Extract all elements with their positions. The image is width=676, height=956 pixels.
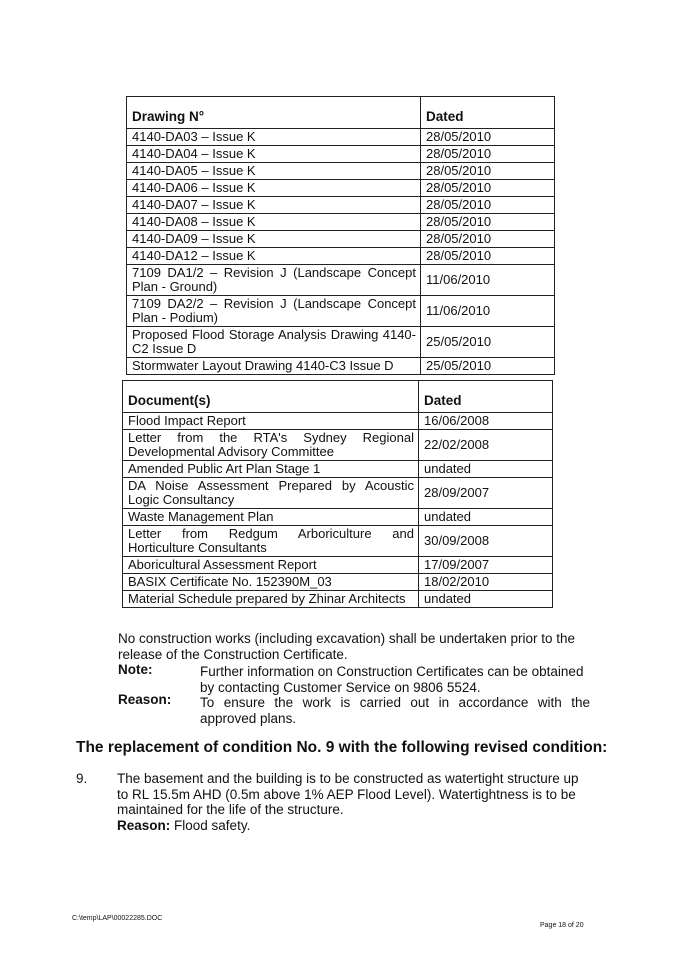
table-row [123, 591, 553, 608]
table-row [127, 129, 555, 146]
document-cell: BASIX Certificate No. 152390M_03 [123, 574, 419, 591]
date-cell: undated [419, 591, 553, 608]
reason-text: To ensure the work is carried out in accordance with the approved plans. [200, 695, 590, 726]
document-cell: 4140-DA05 – Issue K [127, 163, 421, 180]
table-row [123, 478, 553, 509]
reason-label: Reason: [118, 692, 172, 707]
table-row [127, 180, 555, 197]
document-cell: Material Schedule prepared by Zhinar Architects [123, 591, 419, 608]
footer-page-number: Page 18 of 20 [540, 922, 584, 929]
documents-table [122, 380, 553, 608]
column-header-dated: Dated [419, 381, 553, 413]
column-header-dated: Dated [421, 97, 555, 129]
table-row [127, 296, 555, 327]
date-cell: 11/06/2010 [421, 265, 555, 296]
condition-reason-text: Flood safety. [174, 818, 251, 833]
date-cell: 28/05/2010 [421, 214, 555, 231]
date-cell: 28/05/2010 [421, 248, 555, 265]
table-row [127, 248, 555, 265]
document-cell: Amended Public Art Plan Stage 1 [123, 461, 419, 478]
document-cell: 4140-DA09 – Issue K [127, 231, 421, 248]
date-cell: undated [419, 509, 553, 526]
table-row [123, 509, 553, 526]
date-cell: 28/05/2010 [421, 197, 555, 214]
date-cell: 30/09/2008 [419, 526, 553, 557]
document-cell: Flood Impact Report [123, 413, 419, 430]
date-cell: 28/05/2010 [421, 163, 555, 180]
date-cell: 25/05/2010 [421, 358, 555, 375]
table-row [127, 163, 555, 180]
table-row [123, 557, 553, 574]
date-cell: 16/06/2008 [419, 413, 553, 430]
table-row [127, 231, 555, 248]
table-row [127, 197, 555, 214]
document-cell: 7109 DA2/2 – Revision J (Landscape Concept Plan - Podium) [127, 296, 421, 327]
column-header-drawing: Drawing N° [127, 97, 421, 129]
document-cell: 4140-DA12 – Issue K [127, 248, 421, 265]
table-row [123, 430, 553, 461]
date-cell: 11/06/2010 [421, 296, 555, 327]
document-cell: Letter from Redgum Arboriculture and Horticulture Consultants [123, 526, 419, 557]
table-row [127, 358, 555, 375]
table-row [123, 574, 553, 591]
date-cell: 17/09/2007 [419, 557, 553, 574]
date-cell: 28/05/2010 [421, 180, 555, 197]
document-cell: Aboricultural Assessment Report [123, 557, 419, 574]
table-header-row [127, 97, 555, 129]
footer-file-path: C:\temp\LAP\00022285.DOC [72, 915, 163, 922]
table-row [127, 214, 555, 231]
date-cell: 22/02/2008 [419, 430, 553, 461]
section-heading: The replacement of condition No. 9 with the following revised condition: [76, 739, 608, 756]
document-cell: 4140-DA04 – Issue K [127, 146, 421, 163]
table-row [127, 146, 555, 163]
table-row [123, 413, 553, 430]
condition-reason-label: Reason: [117, 818, 171, 833]
drawings-table [126, 96, 555, 375]
document-cell: 4140-DA08 – Issue K [127, 214, 421, 231]
document-cell: 4140-DA07 – Issue K [127, 197, 421, 214]
table-header-row [123, 381, 553, 413]
construction-paragraph: No construction works (including excavation) shall be undertaken prior to the release of the Construction Certificate. [118, 631, 575, 662]
date-cell: 28/09/2007 [419, 478, 553, 509]
note-label: Note: [118, 662, 153, 677]
date-cell: 25/05/2010 [421, 327, 555, 358]
document-cell: 4140-DA06 – Issue K [127, 180, 421, 197]
table-row [123, 526, 553, 557]
date-cell: 18/02/2010 [419, 574, 553, 591]
note-text: Further information on Construction Certificates can be obtained by contacting Customer Service on 9806 5524. [200, 664, 584, 695]
document-cell: 4140-DA03 – Issue K [127, 129, 421, 146]
document-cell: Proposed Flood Storage Analysis Drawing 4140-C2 Issue D [127, 327, 421, 358]
date-cell: 28/05/2010 [421, 231, 555, 248]
document-cell: Letter from the RTA's Sydney Regional Developmental Advisory Committee [123, 430, 419, 461]
date-cell: 28/05/2010 [421, 146, 555, 163]
column-header-documents: Document(s) [123, 381, 419, 413]
document-cell: Stormwater Layout Drawing 4140-C3 Issue D [127, 358, 421, 375]
document-cell: 7109 DA1/2 – Revision J (Landscape Concept Plan - Ground) [127, 265, 421, 296]
date-cell: undated [419, 461, 553, 478]
document-cell: Waste Management Plan [123, 509, 419, 526]
condition-text: The basement and the building is to be constructed as watertight structure up to RL 15.5m AHD (0.5m above 1% AEP Flood Level). Watertightness is to be maintained for the life of the structure. [117, 771, 579, 817]
condition-number: 9. [76, 771, 88, 786]
table-row [127, 265, 555, 296]
table-row [127, 327, 555, 358]
condition-reason [117, 818, 250, 834]
table-row [123, 461, 553, 478]
document-cell: DA Noise Assessment Prepared by Acoustic Logic Consultancy [123, 478, 419, 509]
date-cell: 28/05/2010 [421, 129, 555, 146]
